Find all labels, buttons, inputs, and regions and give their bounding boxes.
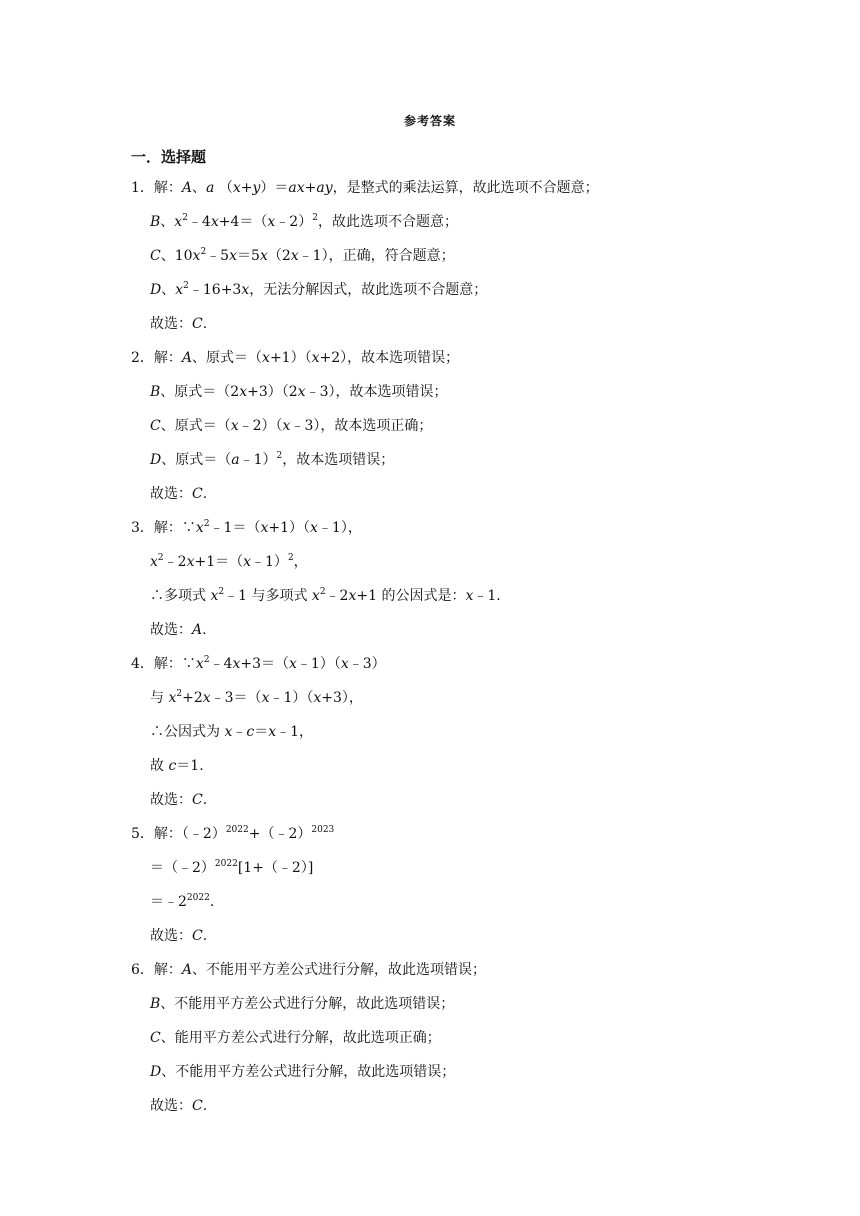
answer-line: B、不能用平方差公式进行分解，故此选项错误； <box>150 996 455 1012</box>
answer-line: C、$10x^2﹣5x=5x(2x﹣1)$，正确，符合题意； <box>150 247 455 264</box>
answer-line: 3．解：$\because x^2﹣1=(x+1)(x﹣1)$， <box>131 519 362 536</box>
answer-line: 故选：C. <box>150 316 208 332</box>
answer-line: D、原式＝（a﹣1）$^2$，故本选项错误； <box>150 451 395 468</box>
answer-line: B、原式＝（2x+3）（2x﹣3），故本选项错误； <box>150 384 448 400</box>
answer-line: 故选：C. <box>150 1098 208 1114</box>
answer-line: 与 $x^2+2x﹣3=(x﹣1)(x+3)$， <box>150 689 363 706</box>
answer-line: 故 c＝1. <box>150 758 204 774</box>
answer-line: 1．解：A、a （x+y）＝ax+ay，是整式的乘法运算，故此选项不合题意； <box>131 180 599 196</box>
answer-line: $x^2﹣2x+1=(x﹣1)^2$， <box>150 553 308 570</box>
section-heading: 一．选择题 <box>131 148 207 166</box>
answer-line: 故选：A. <box>150 622 207 638</box>
answer-line: 故选：C. <box>150 792 208 808</box>
answer-line: ∴公因式为 x﹣c＝x﹣1， <box>150 724 314 740</box>
answer-line: C、原式＝（x﹣2）（x﹣3），故本选项正确； <box>150 418 433 434</box>
answer-line: D、$x^2﹣16+3x$，无法分解因式，故此选项不合题意； <box>150 281 488 298</box>
answer-line: 2．解：A、原式＝（x+1）（x+2），故本选项错误； <box>131 350 460 366</box>
answer-line: 故选：C. <box>150 928 208 944</box>
answer-line: ∴多项式 $x^2﹣1$ 与多项式 $x^2﹣2x+1$ 的公因式是：x﹣1. <box>150 587 501 604</box>
answer-line: D、不能用平方差公式进行分解，故此选项错误； <box>150 1064 456 1080</box>
answer-line: C、能用平方差公式进行分解，故此选项正确； <box>150 1030 441 1046</box>
answer-line: 4．解：$\because x^2﹣4x+3=(x﹣1)(x﹣3)$ <box>131 655 386 672</box>
answer-line: 6．解：A、不能用平方差公式进行分解，故此选项错误； <box>131 962 487 978</box>
answer-line: $=﹣2^{2022}$. <box>150 893 215 910</box>
answer-line: ＝（﹣2）$^{2022}$[1+（﹣2）] <box>150 859 314 876</box>
answer-line: 5．解：（﹣2）$^{2022}$+（﹣2）$^{2023}$ <box>131 825 335 842</box>
answer-line: B、$x^2﹣4x+4=(x﹣2)^2$，故此选项不合题意； <box>150 213 458 230</box>
page-title: 参考答案 <box>403 114 456 128</box>
answer-line: 故选：C. <box>150 486 208 502</box>
